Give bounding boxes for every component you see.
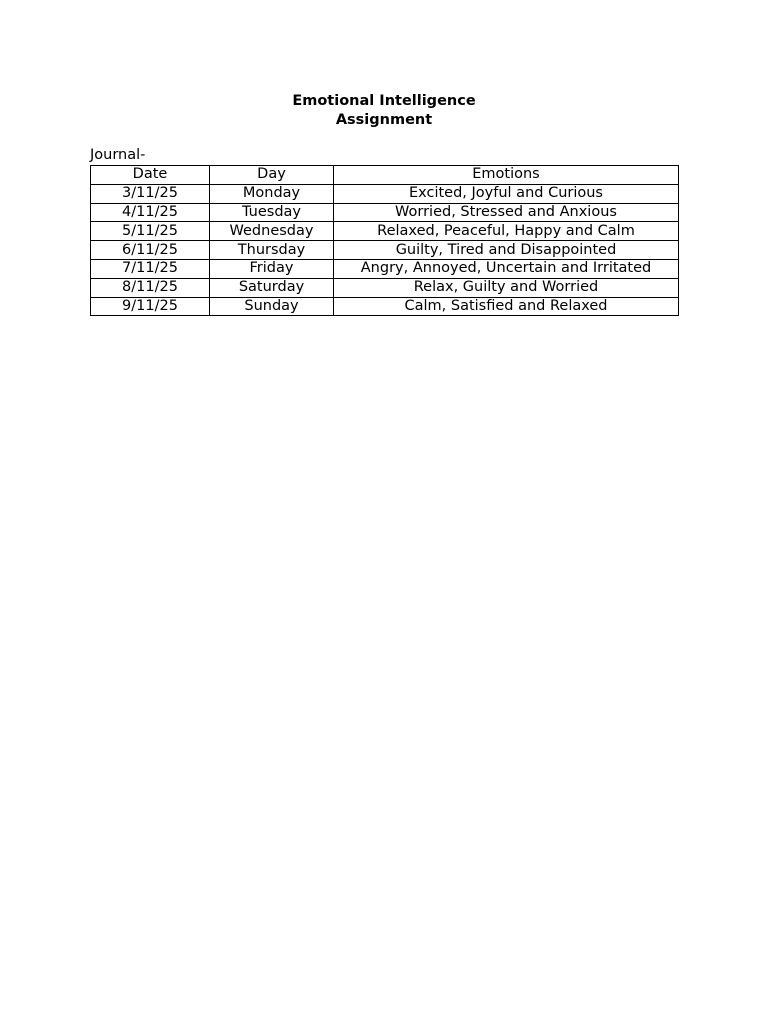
- journal-table: [90, 165, 679, 316]
- cell-emotions: Relaxed, Peaceful, Happy and Calm: [334, 222, 679, 241]
- table-row: [91, 222, 679, 241]
- cell-day: Friday: [210, 259, 334, 278]
- cell-date: 6/11/25: [91, 241, 210, 260]
- cell-date: 8/11/25: [91, 278, 210, 297]
- table-header-row: [91, 166, 679, 185]
- table-row: [91, 203, 679, 222]
- table-row: [91, 184, 679, 203]
- cell-emotions: Worried, Stressed and Anxious: [334, 203, 679, 222]
- cell-emotions: Excited, Joyful and Curious: [334, 184, 679, 203]
- cell-day: Wednesday: [210, 222, 334, 241]
- cell-emotions: Relax, Guilty and Worried: [334, 278, 679, 297]
- document-title: [0, 92, 768, 130]
- cell-date: 4/11/25: [91, 203, 210, 222]
- table-row: [91, 259, 679, 278]
- header-date: Date: [91, 166, 210, 185]
- table-row: [91, 278, 679, 297]
- table-row: [91, 241, 679, 260]
- cell-emotions: Guilty, Tired and Disappointed: [334, 241, 679, 260]
- cell-day: Tuesday: [210, 203, 334, 222]
- title-line-1: Emotional Intelligence: [292, 93, 476, 109]
- title-line-2: Assignment: [335, 112, 433, 128]
- cell-emotions: Calm, Satisfied and Relaxed: [334, 297, 679, 316]
- header-day: Day: [210, 166, 334, 185]
- cell-emotions: Angry, Annoyed, Uncertain and Irritated: [334, 259, 679, 278]
- cell-day: Saturday: [210, 278, 334, 297]
- cell-date: 7/11/25: [91, 259, 210, 278]
- cell-date: 5/11/25: [91, 222, 210, 241]
- table-row: [91, 297, 679, 316]
- cell-day: Monday: [210, 184, 334, 203]
- journal-label: Journal-: [90, 147, 146, 163]
- cell-date: 3/11/25: [91, 184, 210, 203]
- cell-date: 9/11/25: [91, 297, 210, 316]
- header-emotions: Emotions: [334, 166, 679, 185]
- cell-day: Thursday: [210, 241, 334, 260]
- cell-day: Sunday: [210, 297, 334, 316]
